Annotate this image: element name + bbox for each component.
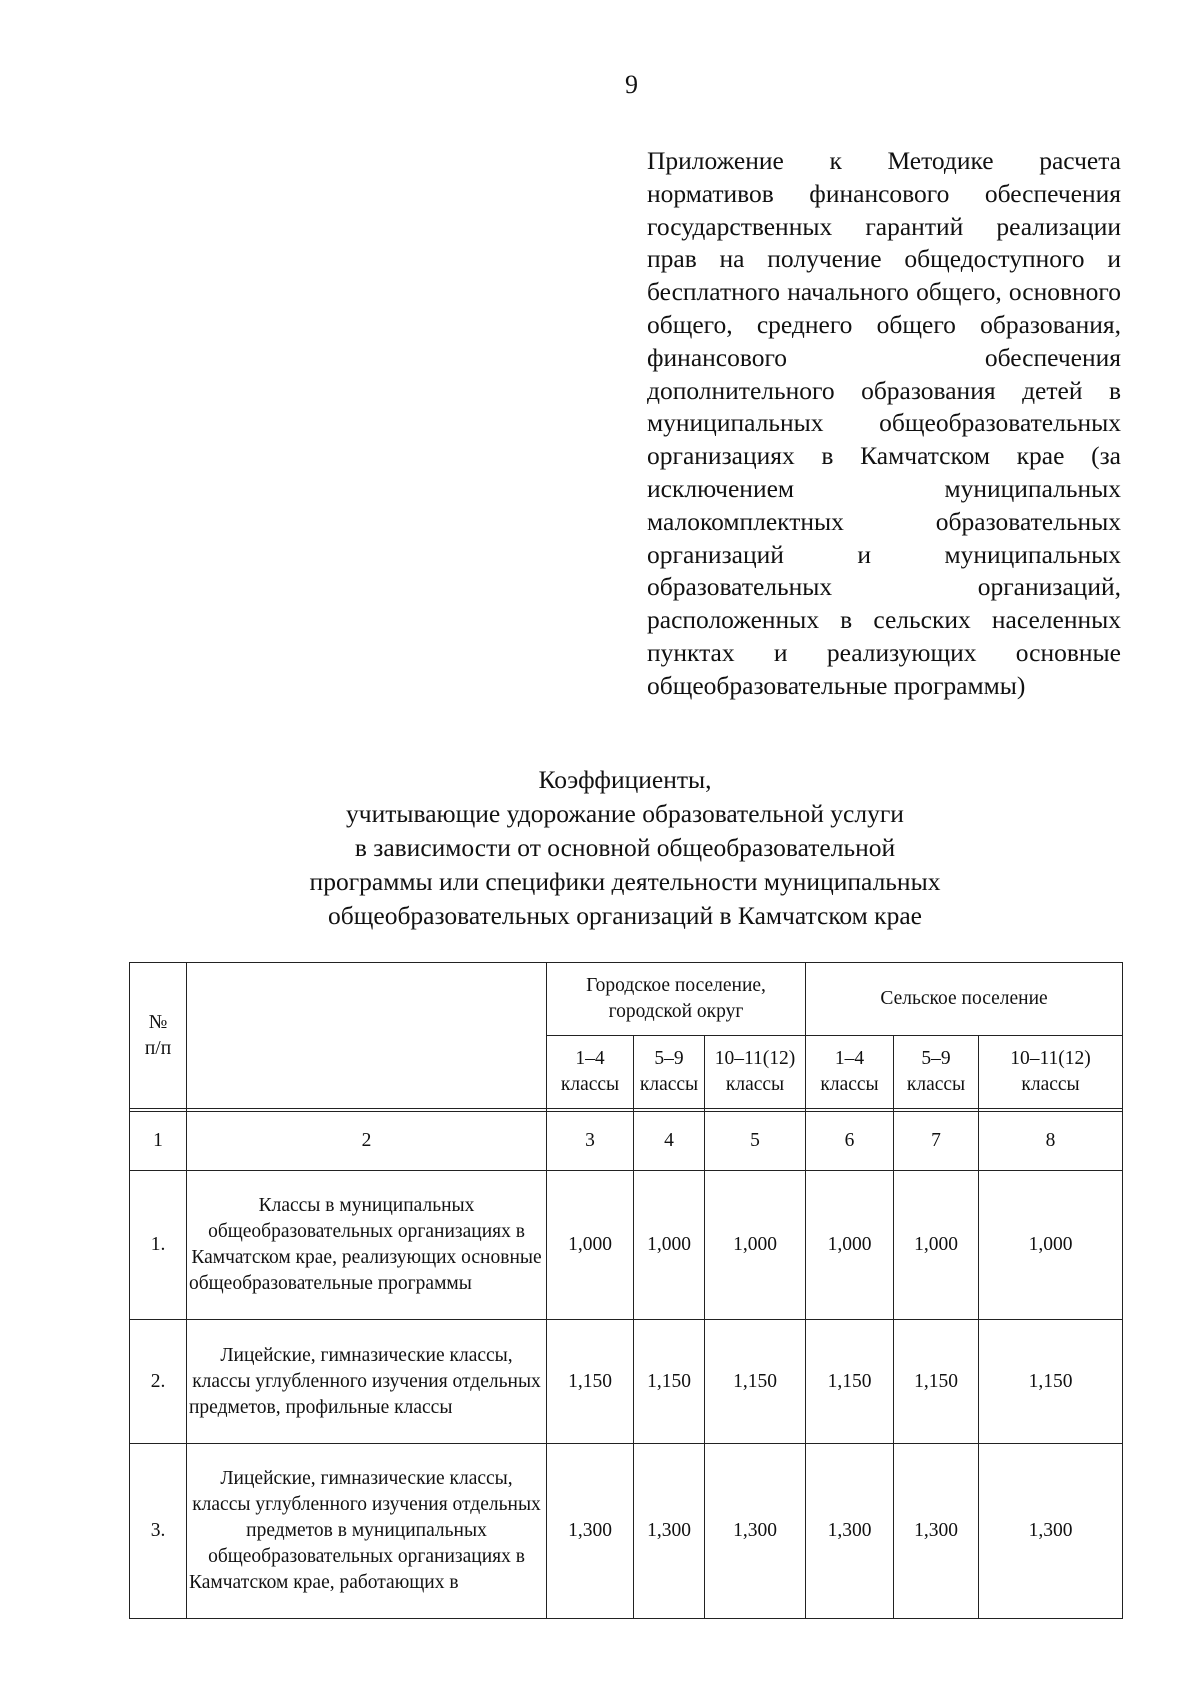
title-line: программы или специфики деятельности муниципальных xyxy=(309,867,941,896)
value-cell: 1,150 xyxy=(806,1320,894,1444)
subheader-cell: 10–11(12) классы xyxy=(705,1036,806,1109)
value-cell: 1,300 xyxy=(806,1444,894,1619)
value-cell: 1,150 xyxy=(979,1320,1123,1444)
subheader-cell: 5–9 классы xyxy=(634,1036,705,1109)
column-number: 8 xyxy=(979,1112,1123,1171)
row-number: 1. xyxy=(130,1171,187,1320)
column-number: 4 xyxy=(634,1112,705,1171)
column-number-row xyxy=(130,1112,1123,1171)
table-header-row xyxy=(130,963,1123,1036)
title-line: Коэффициенты, xyxy=(538,765,712,794)
column-number: 5 xyxy=(705,1112,806,1171)
value-cell: 1,000 xyxy=(806,1171,894,1320)
value-cell: 1,300 xyxy=(894,1444,979,1619)
row-description: Классы в муниципальных общеобразовательных организациях в Камчатском крае, реализующих основные общеобразовательные программы xyxy=(187,1171,547,1320)
value-cell: 1,150 xyxy=(634,1320,705,1444)
coefficients-table xyxy=(129,962,1123,1619)
table-row xyxy=(130,1171,1123,1320)
row-description: Лицейские, гимназические классы, классы углубленного изучения отдельных предметов, профильные классы xyxy=(187,1320,547,1444)
value-cell: 1,150 xyxy=(894,1320,979,1444)
header-number: № п/п xyxy=(130,963,187,1109)
page-number: 9 xyxy=(625,70,638,99)
header-rural-group: Сельское поселение xyxy=(806,963,1123,1036)
value-cell: 1,150 xyxy=(547,1320,634,1444)
value-cell: 1,150 xyxy=(705,1320,806,1444)
value-cell: 1,300 xyxy=(634,1444,705,1619)
column-number: 2 xyxy=(187,1112,547,1171)
header-description xyxy=(187,963,547,1109)
subheader-cell: 5–9 классы xyxy=(894,1036,979,1109)
value-cell: 1,300 xyxy=(705,1444,806,1619)
value-cell: 1,000 xyxy=(547,1171,634,1320)
title-line: в зависимости от основной общеобразовательной xyxy=(354,833,896,862)
table-row xyxy=(130,1320,1123,1444)
value-cell: 1,000 xyxy=(894,1171,979,1320)
column-number: 1 xyxy=(130,1112,187,1171)
header-urban-group: Городское поселение, городской округ xyxy=(547,963,806,1036)
subheader-cell: 1–4 классы xyxy=(806,1036,894,1109)
document-title xyxy=(0,763,1200,933)
column-number: 6 xyxy=(806,1112,894,1171)
subheader-cell: 1–4 классы xyxy=(547,1036,634,1109)
value-cell: 1,000 xyxy=(705,1171,806,1320)
table-row xyxy=(130,1444,1123,1619)
title-line: общеобразовательных организаций в Камчатском крае xyxy=(328,901,922,930)
row-number: 3. xyxy=(130,1444,187,1619)
subheader-cell: 10–11(12) классы xyxy=(979,1036,1123,1109)
value-cell: 1,300 xyxy=(979,1444,1123,1619)
title-line: учитывающие удорожание образовательной услуги xyxy=(346,799,904,828)
appendix-note: Приложение к Методике расчета нормативов финансового обеспечения государственных гарантий реализации прав на получение общедоступного и бесплатного начального общего, основного общего, среднего общего образования, финансового обеспечения дополнительного образования детей в муниципальных общеобразовательных организациях в Камчатском крае (за исключением муниципальных малокомплектных образовательных организаций и муниципальных образовательных организаций, расположенных в сельских населенных пунктах и реализующих основные общеобразовательные программы) xyxy=(647,146,1121,700)
value-cell: 1,000 xyxy=(979,1171,1123,1320)
column-number: 7 xyxy=(894,1112,979,1171)
value-cell: 1,000 xyxy=(634,1171,705,1320)
value-cell: 1,300 xyxy=(547,1444,634,1619)
column-number: 3 xyxy=(547,1112,634,1171)
row-number: 2. xyxy=(130,1320,187,1444)
row-description: Лицейские, гимназические классы, классы углубленного изучения отдельных предметов в муниципальных общеобразовательных организациях в Камчатском крае, работающих в xyxy=(187,1444,547,1619)
